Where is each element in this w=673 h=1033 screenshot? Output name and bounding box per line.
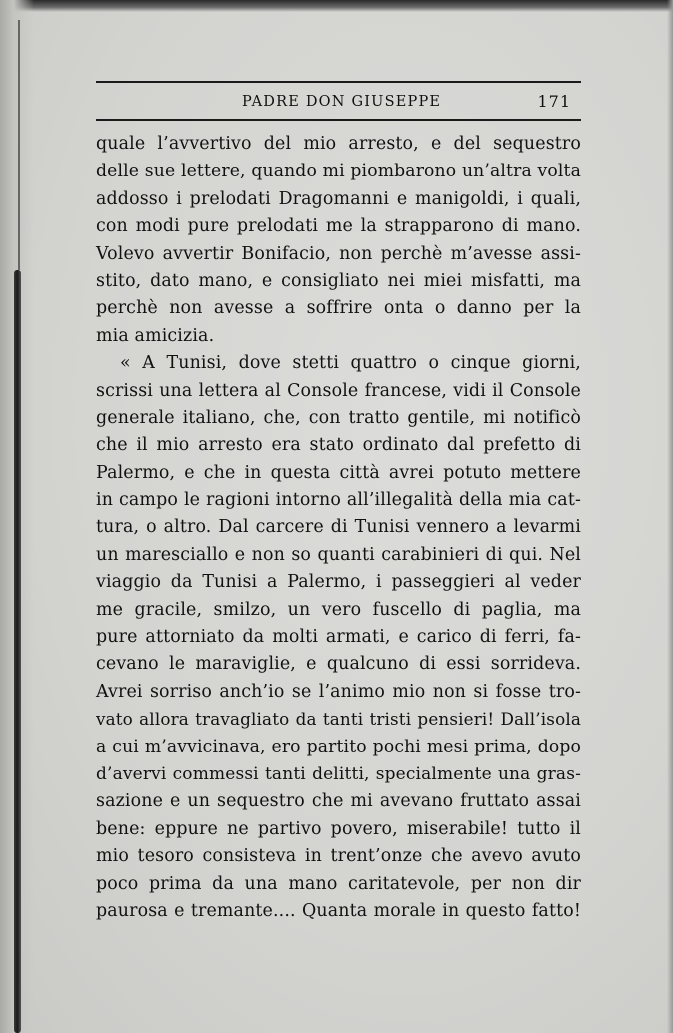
text-line: pure attorniato da molti armati, e carico di ferri, fa- (96, 627, 581, 648)
text-line: quale l’avvertivo del mio arresto, e del sequestro (96, 134, 581, 154)
text-line: vato allora travagliato da tanti tristi pensieri! Dall’isola (96, 709, 581, 730)
page-right-edge (667, 0, 673, 1033)
text-line: scrissi una lettera al Console francese, vidi il Console (96, 380, 581, 401)
text-line: poco prima da una mano caritatevole, per non dir (96, 873, 581, 894)
text-line: Avrei sorriso anch’io se l’animo mio non si fosse tro- (96, 681, 581, 702)
text-line: cevano le maraviglie, e qualcuno di essi sorrideva. (96, 654, 581, 675)
text-line: mio tesoro consisteva in trent’onze che avevo avuto (96, 846, 581, 867)
text-line: bene: eppure ne partivo povero, miserabile! tutto il (96, 818, 581, 839)
text-line: che il mio arresto era stato ordinato dal prefetto di (96, 435, 581, 456)
body-text (96, 131, 581, 925)
running-head (96, 91, 581, 113)
header-rule-bottom (96, 119, 581, 121)
header-rule-top (96, 81, 581, 83)
scan-top-edge (0, 0, 673, 12)
text-line: Palermo, e che in questa città avrei potuto mettere (96, 462, 581, 483)
text-line: tura, o altro. Dal carcere di Tunisi vennero a levarmi (96, 517, 581, 538)
text-line: con modi pure prelodati me la strapparono di mano. (96, 216, 581, 237)
text-line: stito, dato mano, e consigliato nei miei misfatti, ma (96, 270, 581, 291)
text-line: generale italiano, che, con tratto gentile, mi notificò (96, 407, 581, 428)
text-line: delle sue lettere, quando mi piombarono un’altra volta (96, 161, 581, 182)
text-line: perchè non avesse a soffrire onta o danno per la (96, 298, 581, 319)
page-gutter-binding (14, 270, 21, 1033)
running-title: PADRE DON GIUSEPPE (242, 94, 442, 110)
text-line: sazione e un sequestro che mi avevano fruttato assai (96, 791, 581, 812)
text-line: in campo le ragioni intorno all’illegalità della mia cat- (96, 490, 581, 511)
text-line: me gracile, smilzo, un vero fuscello di paglia, ma (96, 599, 581, 620)
text-line: mia amicizia. (96, 325, 215, 346)
text-line: paurosa e tremante.... Quanta morale in questo fatto! (96, 900, 581, 921)
page-gutter-line (18, 20, 20, 270)
text-line: viaggio da Tunisi a Palermo, i passeggieri al veder (96, 572, 581, 593)
text-line: d’avervi commessi tanti delitti, specialmente una gras- (96, 763, 581, 784)
text-line: addosso i prelodati Dragomanni e manigoldi, i quali, (96, 188, 581, 209)
text-line: Volevo avvertir Bonifacio, non perchè m’avesse assi- (96, 243, 581, 264)
text-line: un maresciallo e non so quanti carabinieri di qui. Nel (96, 544, 581, 565)
text-line: « A Tunisi, dove stetti quattro o cinque giorni, (120, 353, 581, 374)
page-number: 171 (537, 92, 571, 111)
text-line: a cui m’avvicinava, ero partito pochi mesi prima, dopo (96, 736, 581, 757)
